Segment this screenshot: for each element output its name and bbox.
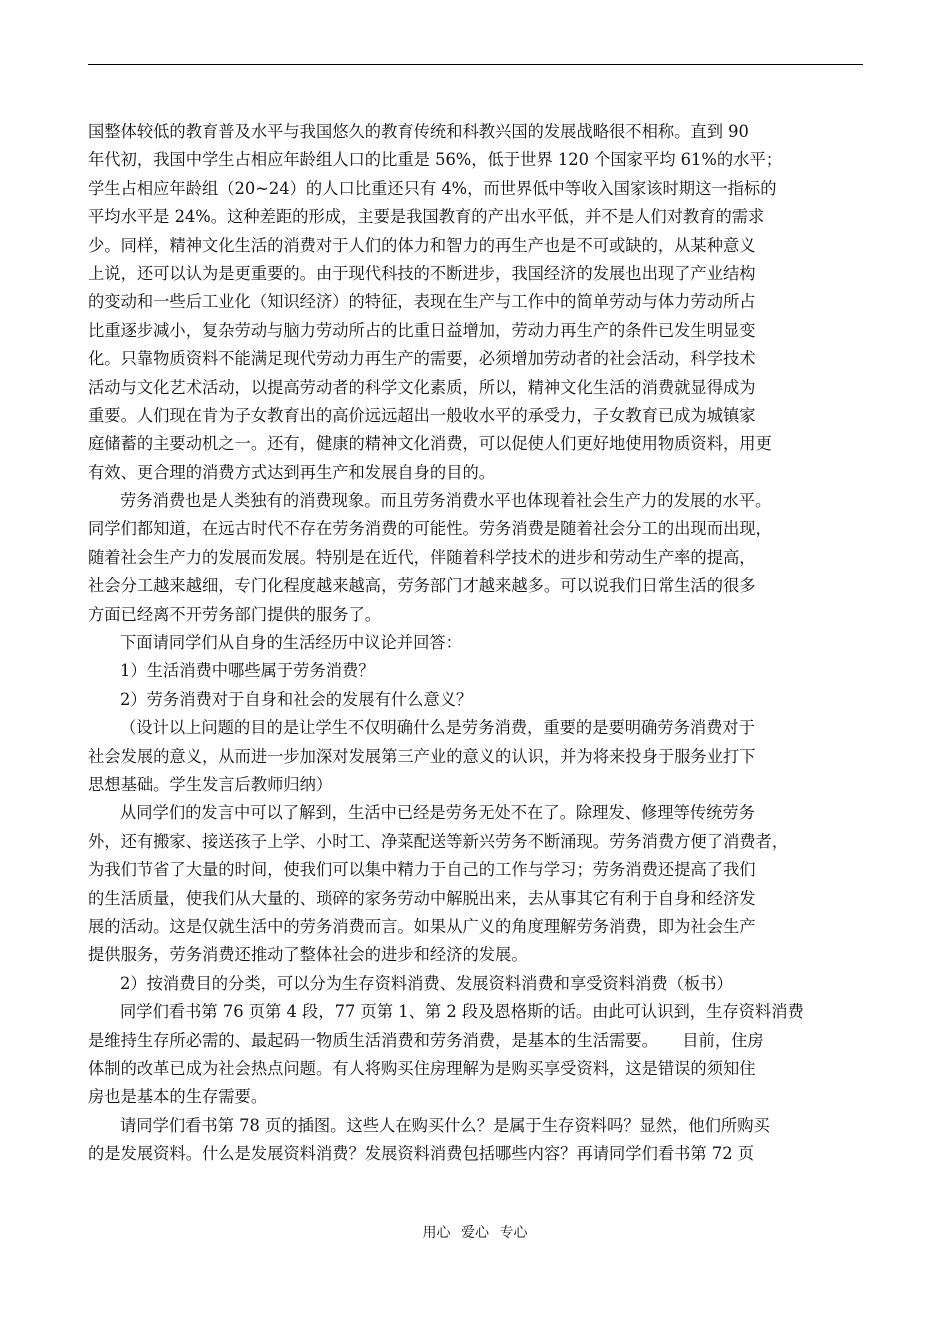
text-line: 平均水平是 24%。这种差距的形成，主要是我国教育的产出水平低，并不是人们对教育的需求 (88, 207, 765, 227)
text-line: 上说，还可以认为是更重要的。由于现代科技的不断进步，我国经济的发展也出现了产业结构 (88, 263, 756, 283)
text-line: 同学们都知道，在远古时代不存在劳务消费的可能性。劳务消费是随着社会分工的出现而出现， (88, 519, 772, 539)
text-line: 化。只靠物质资料不能满足现代劳动力再生产的需要，必须增加劳动者的社会活动，科学技术 (88, 349, 756, 369)
text-line: 思想基础。学生发言后教师归纳） (88, 774, 333, 794)
text-line: 的是发展资料。什么是发展资料消费？发展资料消费包括哪些内容？再请同学们看书第 72 页 (88, 1144, 755, 1164)
text-line: 展的活动。这是仅就生活中的劳务消费而言。如果从广义的角度理解劳务消费，即为社会生产 (88, 916, 756, 936)
page-footer: 用心 爱心 专心 (422, 1225, 528, 1241)
text-line: 的生活质量，使我们从大量的、琐碎的家务劳动中解脱出来，去从事其它有利于自身和经济发 (88, 888, 756, 908)
text-line: 社会发展的意义，从而进一步加深对发展第三产业的意义的认识，并为将来投身于服务业打下 (88, 746, 756, 766)
text-line: 社会分工越来越细，专门化程度越来越高，劳务部门才越来越多。可以说我们日常生活的很多 (88, 576, 756, 596)
text-line: 方面已经离不开劳务部门提供的服务了。 (88, 604, 382, 624)
text-line: 从同学们的发言中可以了解到，生活中已经是劳务无处不在了。除理发、修理等传统劳务 (120, 803, 755, 823)
text-line: 比重逐步减小，复杂劳动与脑力劳动所占的比重日益增加，劳动力再生产的条件已发生明显变 (88, 320, 756, 340)
text-line: 请同学们看书第 78 页的插图。这些人在购买什么？是属于生存资料吗？显然，他们所购买 (120, 1115, 770, 1135)
text-line: 活动与文化艺术活动，以提高劳动者的科学文化素质，所以，精神文化生活的消费就显得成为 (88, 377, 756, 397)
text-line: 随着社会生产力的发展而发展。特别是在近代，伴随着科学技术的进步和劳动生产率的提高， (88, 547, 756, 567)
document-body (88, 118, 864, 1168)
text-line: 2）劳务消费对于自身和社会的发展有什么意义？ (120, 689, 473, 709)
text-line: 有效、更合理的消费方式达到再生产和发展自身的目的。 (88, 462, 496, 482)
text-line: 同学们看书第 76 页第 4 段，77 页第 1、第 2 段及恩格斯的话。由此可认识到，生存资料消费 (120, 1002, 804, 1022)
text-line: 外，还有搬家、接送孩子上学、小时工、净菜配送等新兴劳务不断涌现。劳务消费方便了消费者， (88, 831, 789, 851)
text-line: 2）按消费目的分类，可以分为生存资料消费、发展资料消费和享受资料消费（板书） (120, 973, 733, 993)
text-line: （设计以上问题的目的是让学生不仅明确什么是劳务消费，重要的是要明确劳务消费对于 (120, 718, 755, 738)
text-line: 年代初，我国中学生占相应年龄组人口的比重是 56%，低于世界 120 个国家平均 61%的水平； (88, 150, 783, 170)
header-rule (88, 64, 863, 65)
text-line: 重要。人们现在肯为子女教育出的高价远远超出一般收水平的承受力，子女教育已成为城镇家 (88, 405, 756, 425)
text-line: 少。同样，精神文化生活的消费对于人们的体力和智力的再生产也是不可或缺的，从某种意义 (88, 235, 756, 255)
text-line: 的变动和一些后工业化（知识经济）的特征，表现在生产与工作中的简单劳动与体力劳动所占 (88, 292, 756, 312)
text-line: 是维持生存所必需的、最起码一物质生活消费和劳务消费，是基本的生活需要。 目前，住房 (88, 1030, 764, 1050)
text-line: 学生占相应年龄组（20~24）的人口比重还只有 4%，而世界低中等收入国家该时期这一指标的 (88, 178, 777, 198)
text-line: 提供服务，劳务消费还推动了整体社会的进步和经济的发展。 (88, 945, 528, 965)
text-line: 庭储蓄的主要动机之一。还有，健康的精神文化消费，可以促使人们更好地使用物质资料，用更 (88, 434, 772, 454)
text-line: 下面请同学们从自身的生活经历中议论并回答： (120, 633, 462, 653)
text-line: 体制的改革已成为社会热点问题。有人将购买住房理解为是购买享受资料，这是错误的须知住 (88, 1058, 756, 1078)
text-line: 房也是基本的生存需要。 (88, 1087, 268, 1107)
text-line: 国整体较低的教育普及水平与我国悠久的教育传统和科教兴国的发展战略很不相称。直到 90 (88, 122, 749, 141)
text-line: 1）生活消费中哪些属于劳务消费？ (120, 661, 375, 681)
text-line: 为我们节省了大量的时间，使我们可以集中精力于自己的工作与学习；劳务消费还提高了我们 (88, 860, 756, 880)
text-line: 劳务消费也是人类独有的消费现象。而且劳务消费水平也体现着社会生产力的发展的水平。 (120, 491, 772, 511)
